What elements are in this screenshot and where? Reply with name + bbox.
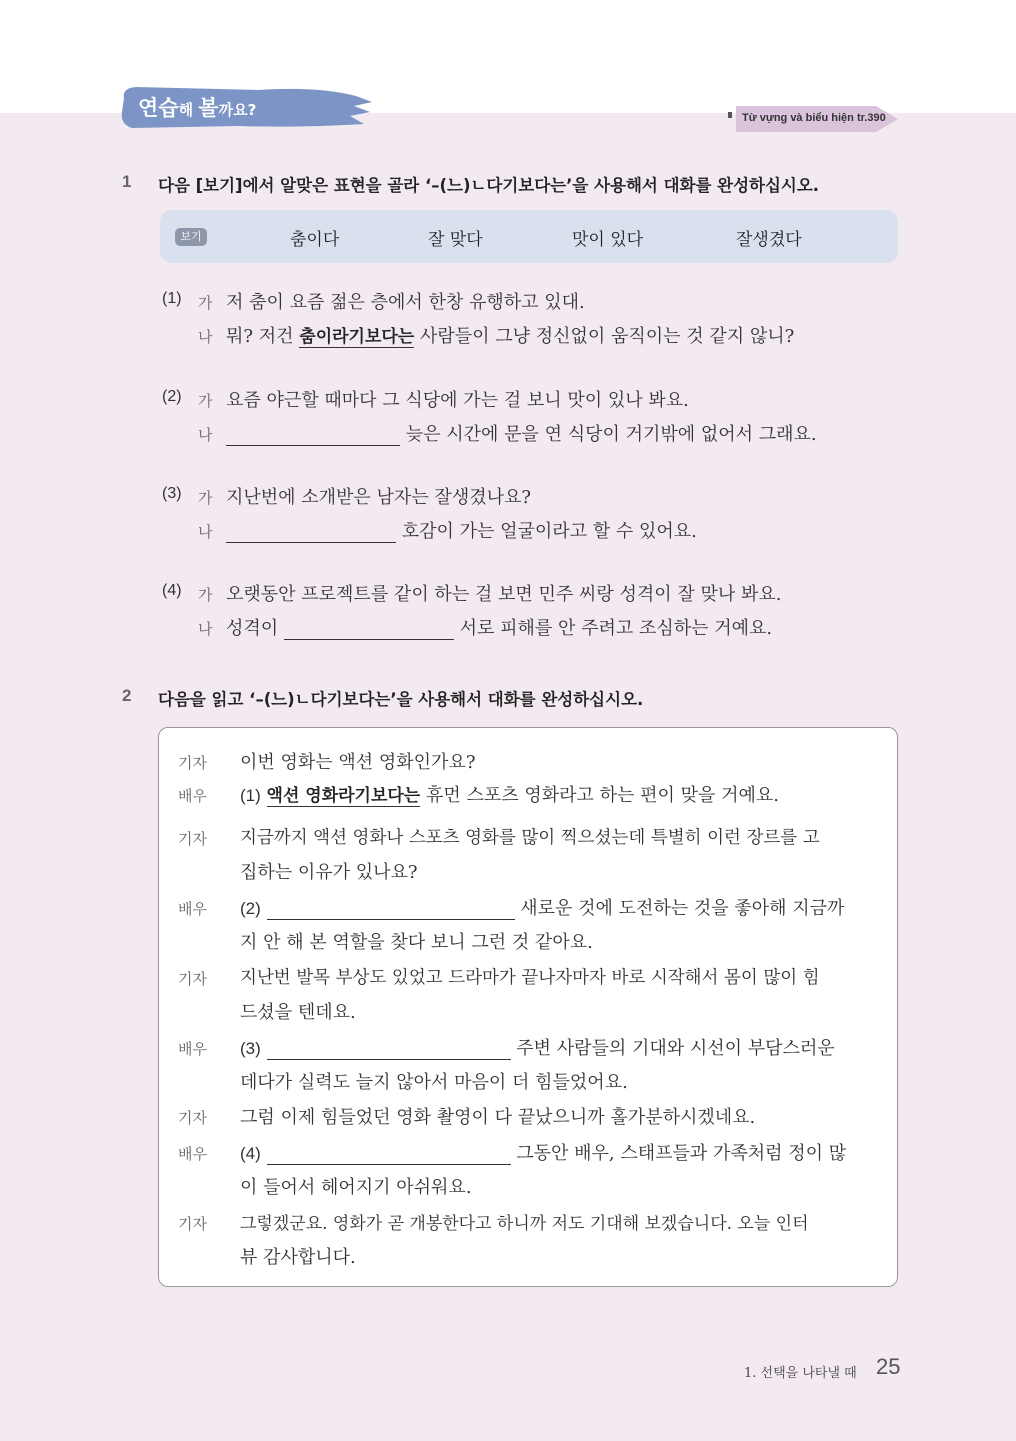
speaker-label: 기자 — [178, 754, 207, 772]
speaker-label: 배우 — [178, 900, 207, 918]
speaker-label: 가 — [198, 489, 213, 507]
dialogue-line: 그렇겠군요. 영화가 곧 개봉한다고 하니까 저도 기대해 보겠습니다. 오늘 인터 — [240, 1214, 809, 1234]
dialogue-line: (4) 그동안 배우, 스태프들과 가족처럼 정이 많 — [240, 1143, 847, 1164]
speaker-label: 가 — [198, 294, 213, 312]
dialogue-line: 지난번 발목 부상도 있었고 드라마가 끝나자마자 바로 시작해서 몸이 많이 힘 — [240, 968, 820, 988]
dialogue-line-continued: 집하는 이유가 있나요? — [240, 862, 418, 883]
dialogue-line-continued: 이 들어서 헤어지기 아쉬워요. — [240, 1177, 472, 1198]
speaker-label: 나 — [198, 523, 213, 541]
example-word: 맛이 있다 — [572, 230, 644, 250]
dialogue-line: 오랫동안 프로젝트를 같이 하는 걸 보면 민주 씨랑 성격이 잘 맞나 봐요. — [226, 584, 782, 605]
dialogue-line: 호감이 가는 얼굴이라고 할 수 있어요. — [226, 517, 697, 543]
item-number: (1) — [162, 290, 182, 307]
speaker-label: 배우 — [178, 1040, 207, 1058]
speaker-label: 기자 — [178, 970, 207, 988]
item-number: (3) — [162, 485, 182, 502]
dialogue-line: 성격이 서로 피해를 안 주려고 조심하는 거예요. — [226, 618, 773, 639]
question-2-number: 2 — [122, 686, 132, 705]
answer-blank[interactable] — [284, 621, 454, 640]
page-number: 25 — [876, 1354, 901, 1379]
dialogue-line-continued: 데다가 실력도 늘지 않아서 마음이 더 힘들었어요. — [240, 1072, 628, 1093]
example-box — [160, 210, 898, 263]
speaker-label: 가 — [198, 392, 213, 410]
dialogue-line: (2) 새로운 것에 도전하는 것을 좋아해 지금까 — [240, 898, 845, 919]
item-number: (4) — [162, 582, 182, 599]
example-answer: 춤이라기보다는 — [299, 327, 415, 347]
dialogue-line-continued: 뷰 감사합니다. — [240, 1247, 356, 1268]
dialogue-line: 그럼 이제 힘들었던 영화 촬영이 다 끝났으니까 홀가분하시겠네요. — [240, 1107, 756, 1128]
speaker-label: 기자 — [178, 830, 207, 848]
question-1-instruction: 다음 [보기]에서 알맞은 표현을 골라 ‘–(느)ㄴ다기보다는’을 사용해서 대화를 완성하십시오. — [158, 176, 820, 195]
dialogue-line: 지금까지 액션 영화나 스포츠 영화를 많이 찍으셨는데 특별히 이런 장르를 고 — [240, 828, 820, 848]
answer-blank[interactable] — [267, 901, 515, 920]
dialogue-line-continued: 지 안 해 본 역할을 찾다 보니 그런 것 같아요. — [240, 932, 593, 953]
speaker-label: 기자 — [178, 1109, 207, 1127]
dialogue-line: 지난번에 소개받은 남자는 잘생겼나요? — [226, 487, 532, 508]
dialogue-line: 늦은 시간에 문을 연 식당이 거기밖에 없어서 그래요. — [226, 420, 817, 446]
banner-title: 연습해 볼까요? — [138, 96, 257, 120]
example-word: 잘생겼다 — [736, 230, 802, 250]
question-1-number: 1 — [122, 172, 132, 191]
answer-blank[interactable] — [226, 524, 396, 543]
speaker-label: 가 — [198, 586, 213, 604]
reference-text: Từ vựng và biểu hiện tr.390 — [742, 112, 886, 124]
example-answer: 액션 영화라기보다는 — [266, 786, 421, 806]
speaker-label: 기자 — [178, 1215, 207, 1233]
example-word: 잘 맞다 — [428, 230, 483, 250]
answer-blank[interactable] — [226, 427, 400, 446]
dialogue-line: 저 춤이 요즘 젊은 층에서 한창 유행하고 있대. — [226, 292, 585, 313]
speaker-label: 배우 — [178, 1145, 207, 1163]
dialogue-line: 요즘 야근할 때마다 그 식당에 가는 걸 보니 맛이 있나 봐요. — [226, 390, 689, 411]
answer-blank[interactable] — [267, 1041, 511, 1060]
speaker-label: 나 — [198, 426, 213, 444]
speaker-label: 나 — [198, 620, 213, 638]
speaker-label: 배우 — [178, 787, 207, 805]
dialogue-line-continued: 드셨을 텐데요. — [240, 1002, 356, 1023]
item-number: (2) — [162, 388, 182, 405]
dialogue-line: 뭐? 저건 춤이라기보다는 사람들이 그냥 정신없이 움직이는 것 같지 않니? — [226, 326, 795, 347]
example-word: 춤이다 — [290, 230, 340, 250]
dialogue-line: (1) 액션 영화라기보다는 휴먼 스포츠 영화라고 하는 편이 맞을 거예요. — [240, 785, 779, 806]
answer-blank[interactable] — [267, 1146, 511, 1165]
dialogue-line: (3) 주변 사람들의 기대와 시선이 부담스러운 — [240, 1038, 835, 1059]
example-label: 보기 — [175, 228, 207, 246]
chapter-title: 1. 선택을 나타낼 때 — [744, 1366, 857, 1381]
section-banner — [118, 84, 373, 132]
speaker-label: 나 — [198, 328, 213, 346]
dialogue-line: 이번 영화는 액션 영화인가요? — [240, 752, 476, 773]
question-2-instruction: 다음을 읽고 ‘–(느)ㄴ다기보다는’을 사용해서 대화를 완성하십시오. — [158, 690, 644, 709]
vocabulary-reference-tag — [728, 104, 900, 134]
